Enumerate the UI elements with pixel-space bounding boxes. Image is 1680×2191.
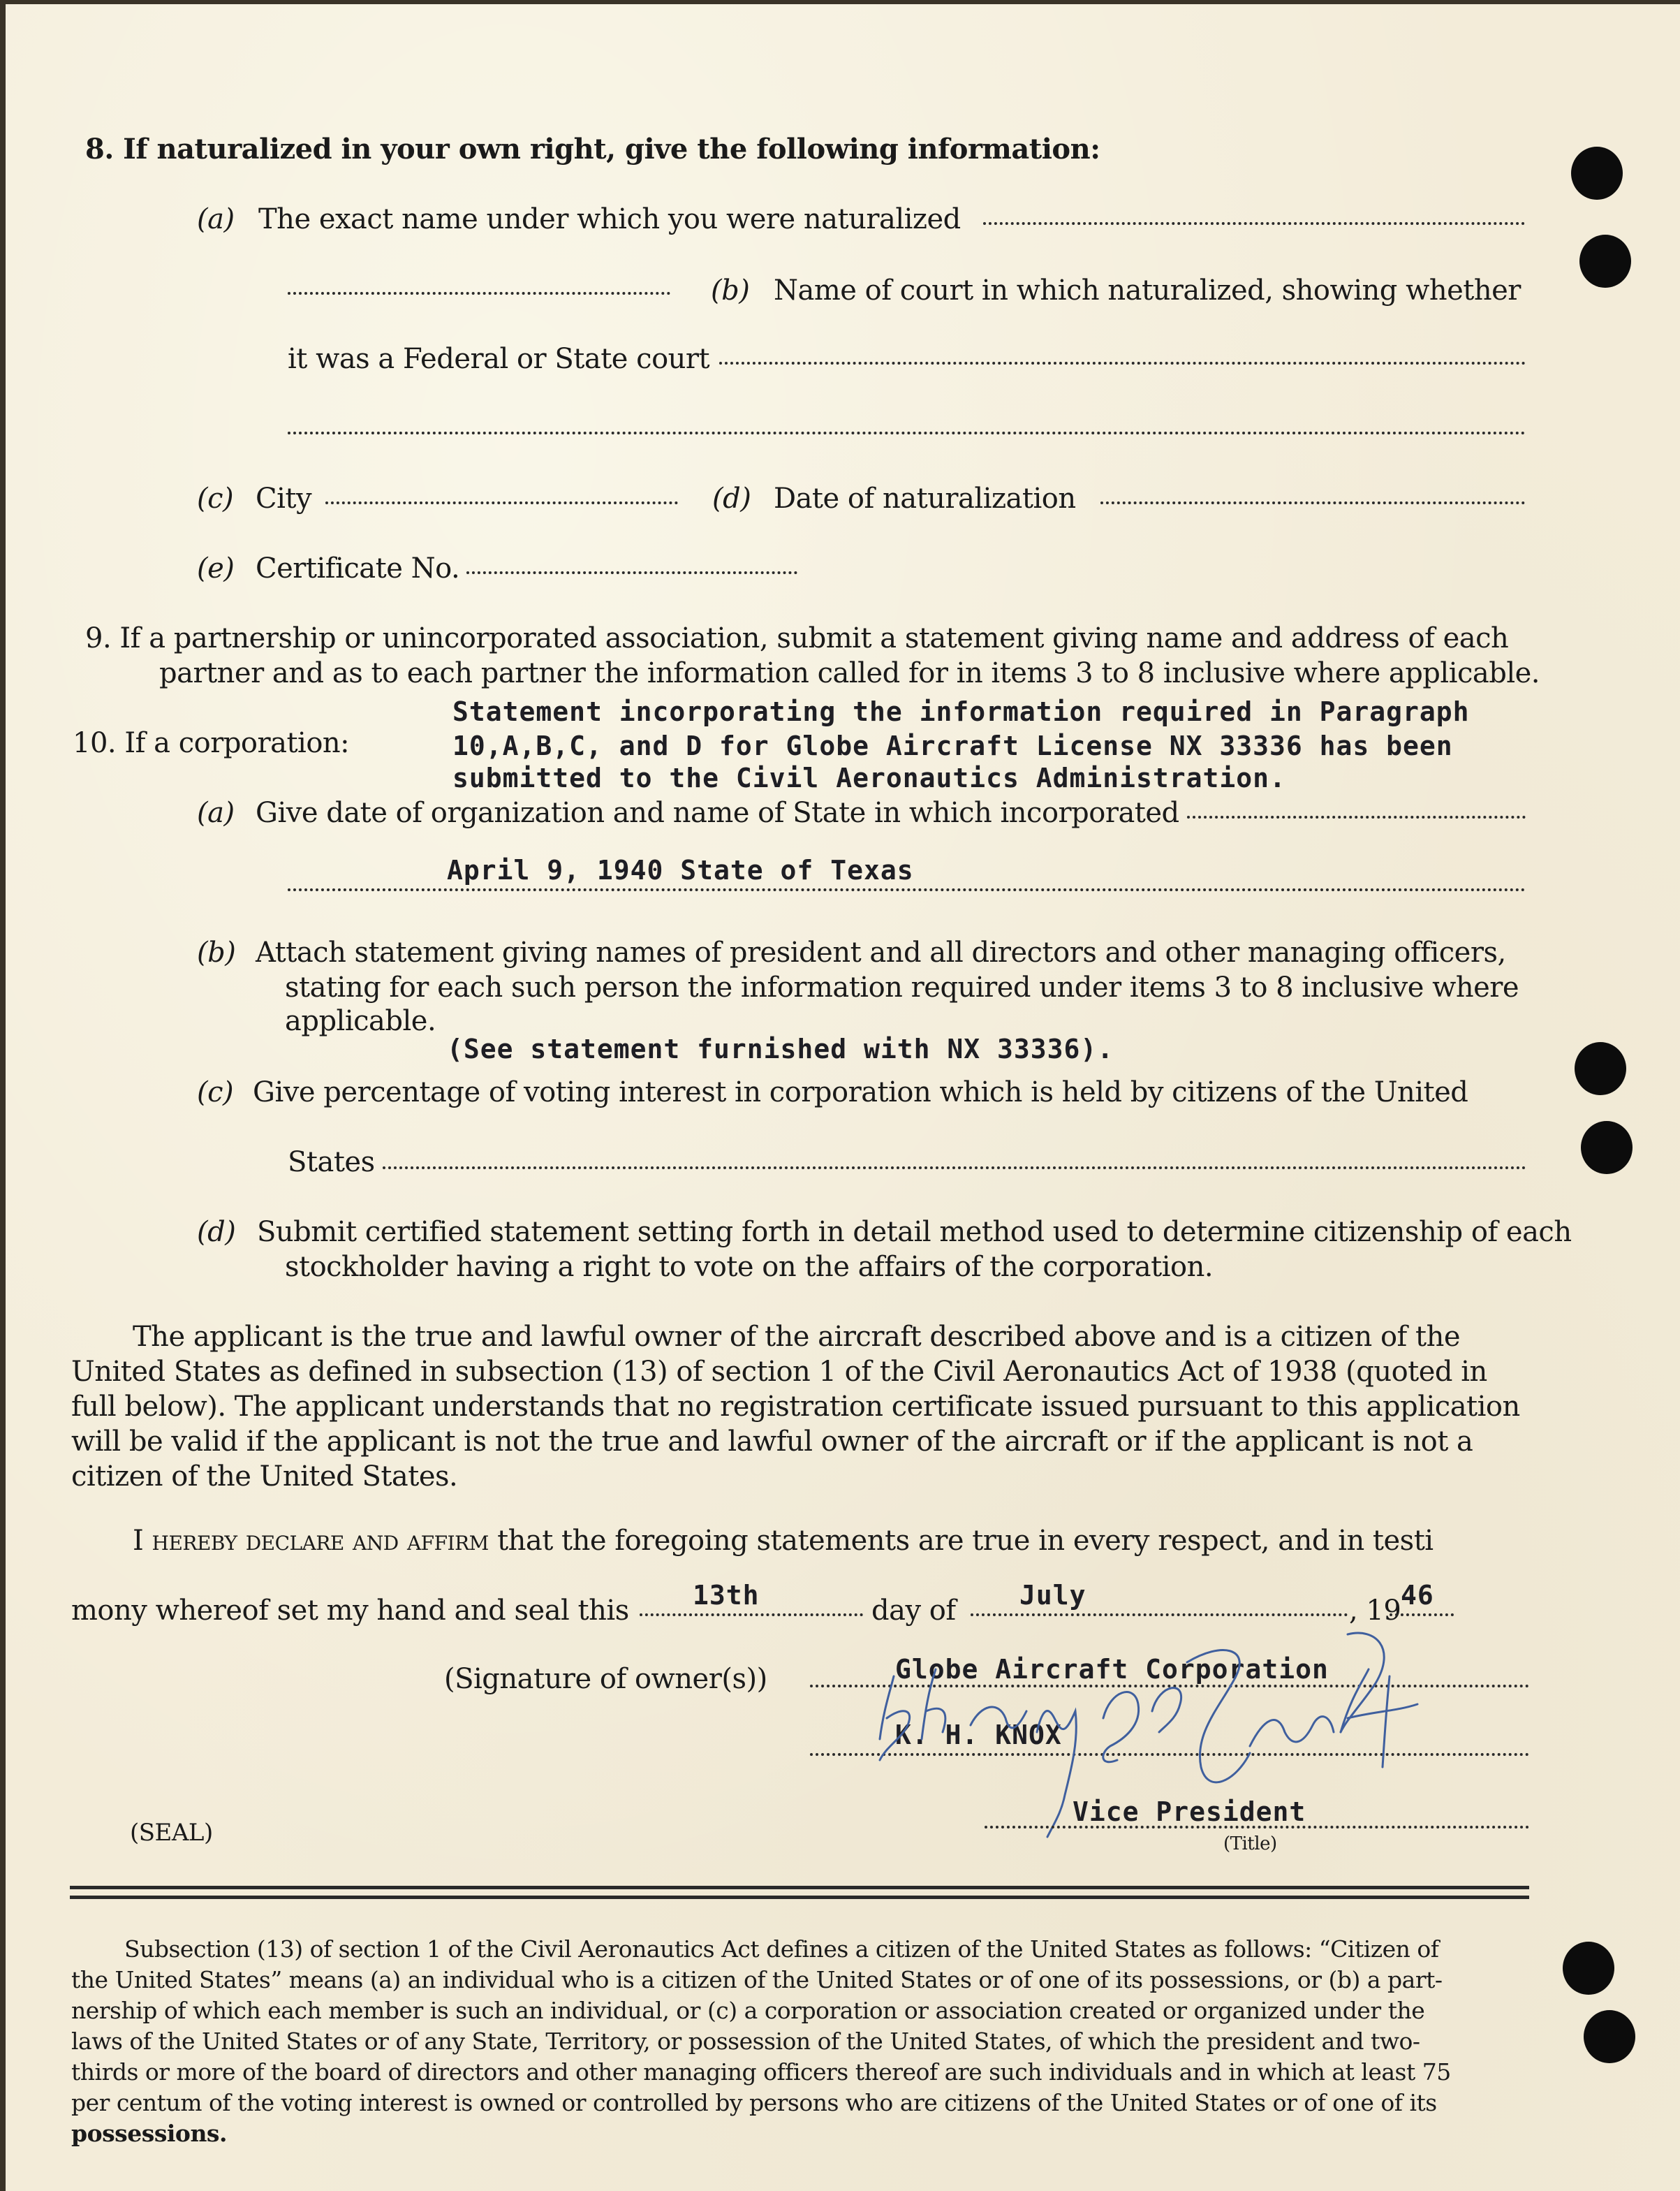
item10-c-field[interactable] bbox=[383, 1166, 1526, 1169]
item8-a-text: The exact name under which you were naturalized bbox=[258, 203, 961, 235]
item10-a-field-end[interactable] bbox=[1187, 816, 1526, 819]
item8-b-text-cont: it was a Federal or State court bbox=[288, 343, 710, 375]
punch-hole-icon bbox=[1571, 147, 1623, 200]
item8-c-field[interactable] bbox=[325, 501, 678, 504]
item8-e-text: Certificate No. bbox=[256, 552, 460, 585]
item8-d-text: Date of naturalization bbox=[774, 483, 1076, 515]
item8-a-field-cont[interactable] bbox=[288, 292, 670, 295]
footnote-line4: laws of the United States or of any State, Territory, or possession of the United States, of which the president and two- bbox=[71, 2028, 1420, 2055]
item8-d-label: (d) bbox=[712, 483, 751, 515]
item10-d-text-line1: Submit certified statement setting forth in detail method used to determine citizenship of each bbox=[257, 1216, 1572, 1248]
item10-a-label: (a) bbox=[197, 797, 235, 829]
affirm-rest: that the foregoing statements are true in every respect, and in testi bbox=[497, 1525, 1434, 1557]
footnote-line3: nership of which each member is such an individual, or (c) a corporation or association created or organized under the bbox=[71, 1997, 1425, 2024]
item8-heading: 8. If naturalized in your own right, give the following information: bbox=[85, 133, 1100, 166]
punch-hole-icon bbox=[1575, 1042, 1626, 1095]
year-prefix: , 19 bbox=[1349, 1595, 1401, 1627]
year-value: 46 bbox=[1401, 1580, 1434, 1611]
item8-b-field[interactable] bbox=[719, 362, 1526, 365]
affirm-line bbox=[133, 1524, 1434, 1558]
affirm-caps: hereby declare and affirm bbox=[152, 1525, 489, 1557]
divider-rule bbox=[70, 1896, 1529, 1899]
item10-a-text: Give date of organization and name of State in which incorporated bbox=[256, 797, 1179, 829]
item8-b-field-cont[interactable] bbox=[288, 432, 1526, 434]
divider-rule bbox=[70, 1886, 1529, 1889]
title-field[interactable] bbox=[985, 1826, 1529, 1829]
item8-b-label: (b) bbox=[711, 274, 750, 307]
declaration-line3: full below). The applicant understands that no registration certificate issued pursuant to this application bbox=[71, 1391, 1520, 1423]
declaration-line1: The applicant is the true and lawful owner of the aircraft described above and is a citizen of the bbox=[133, 1321, 1461, 1353]
item8-a-label: (a) bbox=[197, 203, 235, 235]
item10-b-value: (See statement furnished with NX 33336). bbox=[447, 1034, 1114, 1064]
declaration-line2: United States as defined in subsection (13) of section 1 of the Civil Aeronautics Act of 1938 (quoted in bbox=[71, 1356, 1487, 1388]
footnote-line5: thirds or more of the board of directors and other managing officers thereof are such individuals and in which at least 75 bbox=[71, 2058, 1451, 2086]
footnote-line1: Subsection (13) of section 1 of the Civil Aeronautics Act defines a citizen of the United States as follows: “Citizen of bbox=[124, 1935, 1439, 1963]
punch-hole-icon bbox=[1581, 1121, 1633, 1174]
footnote-line7: possessions. bbox=[71, 2120, 228, 2147]
signer-typed: K. H. KNOX bbox=[895, 1720, 1062, 1750]
item10-c-text: Give percentage of voting interest in corporation which is held by citizens of the United bbox=[253, 1076, 1468, 1108]
title-label: (Title) bbox=[1223, 1833, 1277, 1854]
affirm-prefix: I bbox=[133, 1525, 144, 1557]
declaration-line4: will be valid if the applicant is not the true and lawful owner of the aircraft or if the applicant is not a bbox=[71, 1426, 1473, 1458]
punch-hole-icon bbox=[1584, 2010, 1635, 2063]
month-field[interactable] bbox=[971, 1613, 1348, 1616]
footnote-line6: per centum of the voting interest is owned or controlled by persons who are citizens of the United States or of one of its bbox=[71, 2089, 1437, 2116]
item10-b-text-line1: Attach statement giving names of president and all directors and other managing officers, bbox=[256, 937, 1506, 969]
seal-label: (SEAL) bbox=[130, 1819, 213, 1847]
item10-typed-line2: 10,A,B,C, and D for Globe Aircraft License NX 33336 has been bbox=[452, 731, 1453, 761]
item8-e-label: (e) bbox=[197, 552, 235, 585]
item10-c-text-cont: States bbox=[288, 1146, 375, 1178]
item10-c-label: (c) bbox=[197, 1076, 234, 1108]
signature-label: (Signature of owner(s)) bbox=[444, 1663, 767, 1695]
declaration-line5: citizen of the United States. bbox=[71, 1460, 458, 1493]
day-value: 13th bbox=[693, 1580, 760, 1611]
title-value: Vice President bbox=[1073, 1796, 1306, 1827]
day-field[interactable] bbox=[640, 1613, 863, 1616]
item8-e-field[interactable] bbox=[466, 571, 797, 574]
testimony-text: mony whereof set my hand and seal this bbox=[71, 1595, 629, 1627]
item10-b-label: (b) bbox=[197, 937, 236, 969]
punch-hole-icon bbox=[1563, 1942, 1614, 1995]
item10-typed-line1: Statement incorporating the information required in Paragraph bbox=[452, 696, 1470, 727]
item8-c-text: City bbox=[256, 483, 312, 515]
item10-d-text-line2: stockholder having a right to vote on the affairs of the corporation. bbox=[285, 1251, 1214, 1283]
owner-typed: Globe Aircraft Corporation bbox=[895, 1654, 1329, 1685]
punch-hole-icon bbox=[1579, 235, 1631, 288]
item8-c-label: (c) bbox=[197, 483, 234, 515]
item9-line2: partner and as to each partner the information called for in items 3 to 8 inclusive where applicable. bbox=[159, 657, 1540, 689]
item10-heading: 10. If a corporation: bbox=[73, 727, 350, 759]
day-of-label: day of bbox=[871, 1595, 956, 1627]
item10-b-text-line3: applicable. bbox=[285, 1005, 436, 1037]
item8-b-text: Name of court in which naturalized, showing whether bbox=[774, 274, 1521, 307]
item8-a-field[interactable] bbox=[983, 222, 1525, 225]
month-value: July bbox=[1019, 1580, 1086, 1611]
item10-a-field[interactable] bbox=[288, 888, 1526, 891]
item10-b-text-line2: stating for each such person the information required under items 3 to 8 inclusive where bbox=[285, 972, 1519, 1004]
year-field[interactable] bbox=[1390, 1613, 1454, 1616]
item8-d-field[interactable] bbox=[1100, 501, 1525, 504]
footnote-line2: the United States” means (a) an individual who is a citizen of the United States or of one of its possessions, or (b) a part- bbox=[71, 1966, 1443, 1993]
item10-d-label: (d) bbox=[197, 1216, 236, 1248]
item10-a-value: April 9, 1940 State of Texas bbox=[447, 855, 914, 886]
item10-typed-line3: submitted to the Civil Aeronautics Administration. bbox=[452, 763, 1286, 793]
item9-line1: 9. If a partnership or unincorporated association, submit a statement giving name and address of each bbox=[85, 622, 1509, 654]
